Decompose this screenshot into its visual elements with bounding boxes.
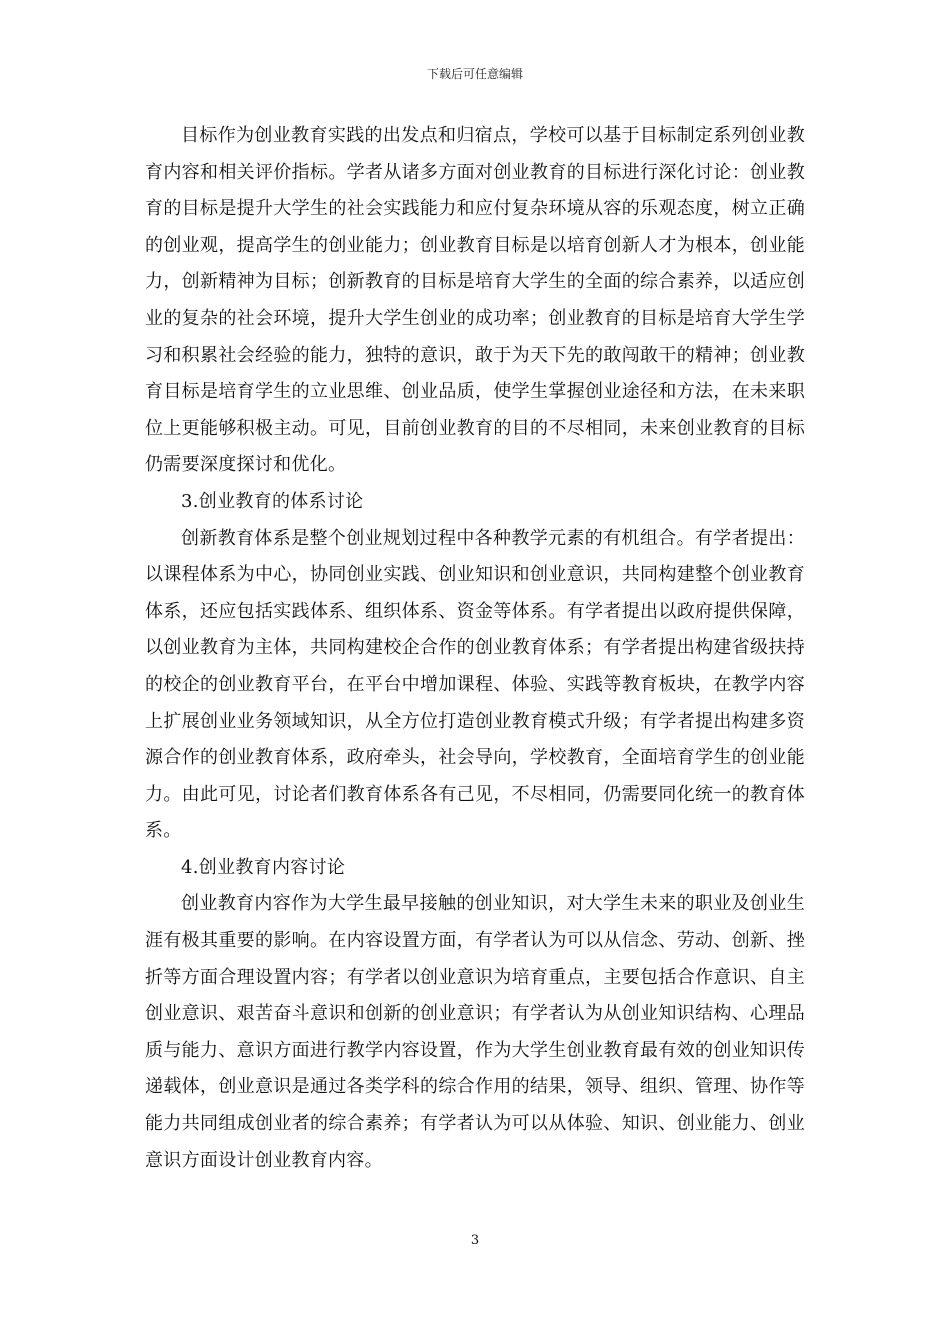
paragraph-education-content: 创业教育内容作为大学生最早接触的创业知识，对大学生未来的职业及创业生涯有极其重要的影响。在内容设置方面，有学者认为可以从信念、劳动、创新、挫折等方面合理设置内容；有学者以创业意识为培育重点，主要包括合作意识、自主创业意识、艰苦奋斗意识和创新的创业意识；有学者认为从创业知识结构、心理品质与能力、意识方面进行教学内容设置，作为大学生创业教育最有效的创业知识传递载体，创业意识是通过各类学科的综合作用的结果，领导、组织、管理、协作等能力共同组成创业者的综合素养；有学者认为可以从体验、知识、创业能力、创业意识方面设计创业教育内容。 [145,893,805,1171]
section-heading-education-system: 3.创业教育的体系讨论 [181,490,364,512]
paragraph-education-goals: 目标作为创业教育实践的出发点和归宿点，学校可以基于目标制定系列创业教育内容和相关评价指标。学者从诸多方面对创业教育的目标进行深化讨论：创业教育的目标是提升大学生的社会实践能力和应付复杂环境从容的乐观态度，树立正确的创业观，提高学生的创业能力；创业教育目标是以培育创新人才为根本，创业能力，创新精神为目标；创新教育的目标是培育大学生的全面的综合素养，以适应创业的复杂的社会环境，提升大学生创业的成功率；创业教育的目标是培育大学生学习和积累社会经验的能力，独特的意识，敢于为天下先的敢闯敢干的精神；创业教育目标是培育学生的立业思维、创业品质，使学生掌握创业途径和方法，在未来职位上更能够积极主动。可见，目前创业教育的目的不尽相同，未来创业教育的目标仍需要深度探讨和优化。 [145,125,805,476]
page-number: 3 [470,1233,480,1248]
section-heading-education-content: 4.创业教育内容讨论 [181,856,346,878]
page-header: 下载后可任意编辑 [426,67,523,81]
document-body [145,118,805,1179]
paragraph-education-system: 创新教育体系是整个创业规划过程中各种教学元素的有机组合。有学者提出：以课程体系为中心，协同创业实践、创业知识和创业意识，共同构建整个创业教育体系，还应包括实践体系、组织体系、资金等体系。有学者提出以政府提供保障，以创业教育为主体，共同构建校企合作的创业教育体系；有学者提出构建省级扶持的校企的创业教育平台，在平台中增加课程、体验、实践等教育板块，在教学内容上扩展创业业务领域知识，从全方位打造创业教育模式升级；有学者提出构建多资源合作的创业教育体系，政府牵头，社会导向，学校教育，全面培育学生的创业能力。由此可见，讨论者们教育体系各有己见，不尽相同，仍需要同化统一的教育体系。 [145,527,805,842]
